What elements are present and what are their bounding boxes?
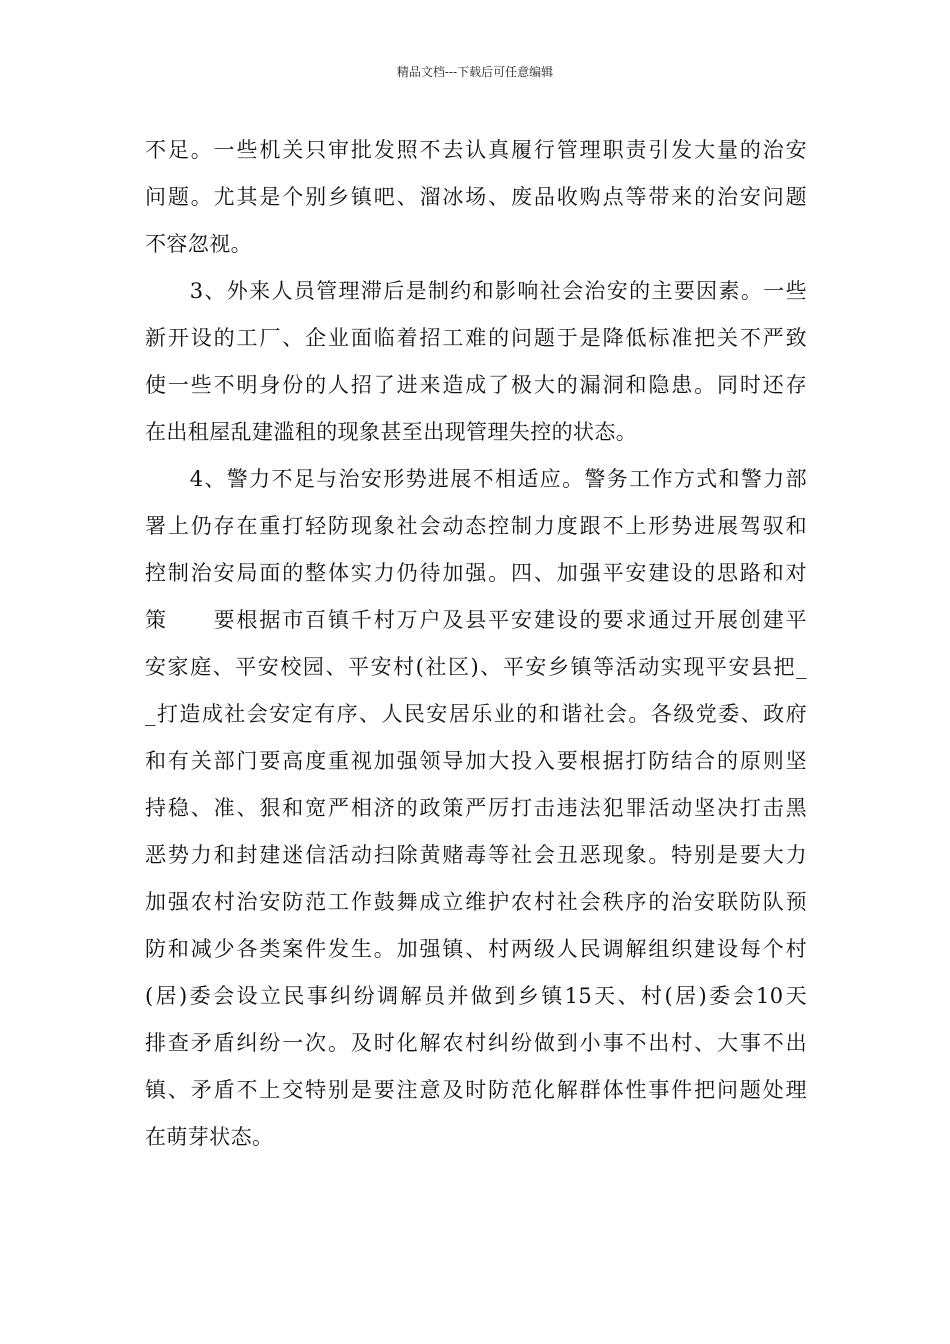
- text-line: (居)委会设立民事纠纷调解员并做到乡镇15天、村(居)委会10天: [145, 984, 807, 1008]
- text-line: 4、警力不足与治安形势进展不相适应。警务工作方式和警力部: [145, 467, 807, 491]
- text-line: 策 要根据市百镇千村万户及县平安建设的要求通过开展创建平: [145, 608, 807, 632]
- text-line: 防和减少各类案件发生。加强镇、村两级人民调解组织建设每个村: [145, 937, 807, 961]
- body-text: [145, 127, 807, 1161]
- text-line: 恶势力和封建迷信活动扫除黄赌毒等社会丑恶现象。特别是要大力: [145, 843, 807, 867]
- text-line: 排查矛盾纠纷一次。及时化解农村纠纷做到小事不出村、大事不出: [145, 1031, 807, 1055]
- text-line: 加强农村治安防范工作鼓舞成立维护农村社会秩序的治安联防队预: [145, 890, 807, 914]
- text-line: 在萌芽状态。: [145, 1125, 274, 1149]
- text-line: 署上仍存在重打轻防现象社会动态控制力度跟不上形势进展驾驭和: [145, 514, 807, 538]
- text-line: 和有关部门要高度重视加强领导加大投入要根据打防结合的原则坚: [145, 749, 807, 773]
- text-line: 持稳、准、狠和宽严相济的政策严厉打击违法犯罪活动坚决打击黑: [145, 796, 807, 820]
- page-header: 精品文档---下载后可任意编辑: [396, 65, 554, 79]
- text-line: 在出租屋乱建滥租的现象甚至出现管理失控的状态。: [145, 420, 638, 444]
- text-line: 安家庭、平安校园、平安村(社区)、平安乡镇等活动实现平安县把_: [145, 655, 807, 679]
- text-line: 不足。一些机关只审批发照不去认真履行管理职责引发大量的治安: [145, 138, 807, 162]
- text-line: _打造成社会安定有序、人民安居乐业的和谐社会。各级党委、政府: [145, 702, 807, 726]
- text-line: 问题。尤其是个别乡镇吧、溜冰场、废品收购点等带来的治安问题: [145, 185, 807, 209]
- text-line: 控制治安局面的整体实力仍待加强。四、加强平安建设的思路和对: [145, 561, 807, 585]
- text-line: 镇、矛盾不上交特别是要注意及时防范化解群体性事件把问题处理: [145, 1078, 807, 1102]
- text-line: 3、外来人员管理滞后是制约和影响社会治安的主要因素。一些: [145, 279, 807, 303]
- text-line: 使一些不明身份的人招了进来造成了极大的漏洞和隐患。同时还存: [145, 373, 807, 397]
- text-line: 新开设的工厂、企业面临着招工难的问题于是降低标准把关不严致: [145, 326, 807, 350]
- text-line: 不容忽视。: [145, 232, 252, 256]
